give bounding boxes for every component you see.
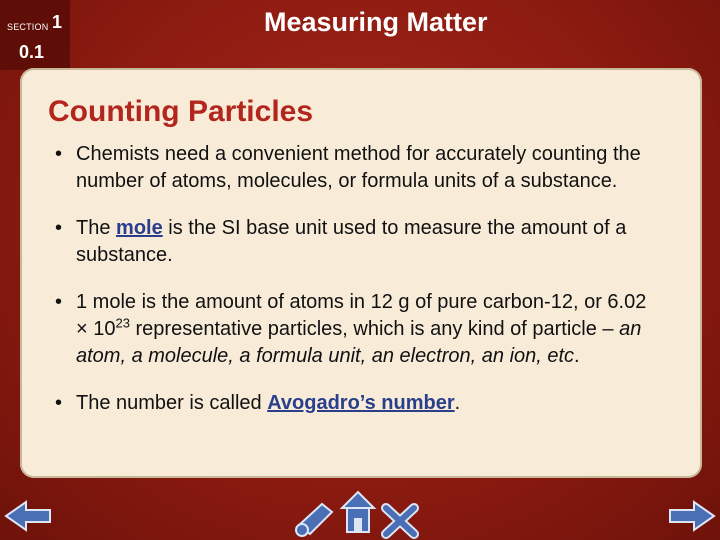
home-icon[interactable] (342, 492, 374, 532)
back-tool-icon[interactable] (296, 504, 332, 536)
bullet-text-pre: The number is called (76, 392, 268, 414)
term-link-mole[interactable]: mole (116, 217, 163, 239)
bullet-text-post: . (454, 392, 461, 414)
exponent: 23 (115, 315, 130, 331)
bullet-item (55, 141, 655, 195)
bullet-text-italic: an atom, a molecule, a formula unit, an electron, an ion, etc (76, 318, 642, 367)
left-arrow-icon (0, 486, 60, 540)
bullet-text-pre: 1 mole is the amount of atoms in 12 g of pure carbon-12, or 6.02 × 10 (76, 291, 647, 340)
section-subnumber: 0.1 (19, 42, 45, 62)
page-title: Measuring Matter (264, 7, 488, 37)
right-arrow-icon (660, 486, 720, 540)
bullet-dot: • (55, 217, 63, 239)
nav-center-group (292, 486, 426, 540)
bullet-text-mid: representative particles, which is any kind of particle – (129, 318, 620, 340)
bullet-dot: • (55, 143, 63, 165)
exit-icon[interactable] (386, 508, 414, 534)
bullet-text-post: is the SI base unit used to measure the amount of a substance. (76, 217, 627, 266)
bullet-item (55, 289, 655, 370)
bullet-item (55, 390, 655, 417)
section-number: 1 (52, 12, 63, 32)
section-label: SECTION (7, 22, 49, 32)
bullet-item (55, 215, 655, 269)
bullet-dot: • (55, 291, 63, 313)
term-link-avogadro[interactable]: Avogadro’s number (267, 392, 455, 414)
bullet-text-pre: The (76, 217, 117, 239)
bullet-list (55, 141, 655, 437)
slide-heading: Counting Particles (48, 95, 314, 128)
forward-button[interactable] (660, 486, 720, 540)
bullet-text-post: . (574, 345, 580, 367)
back-button[interactable] (0, 486, 60, 540)
bullet-text: Chemists need a convenient method for accurately counting the number of atoms, molecules, or formula units of a substance. (76, 143, 641, 192)
bullet-dot: • (55, 392, 63, 414)
